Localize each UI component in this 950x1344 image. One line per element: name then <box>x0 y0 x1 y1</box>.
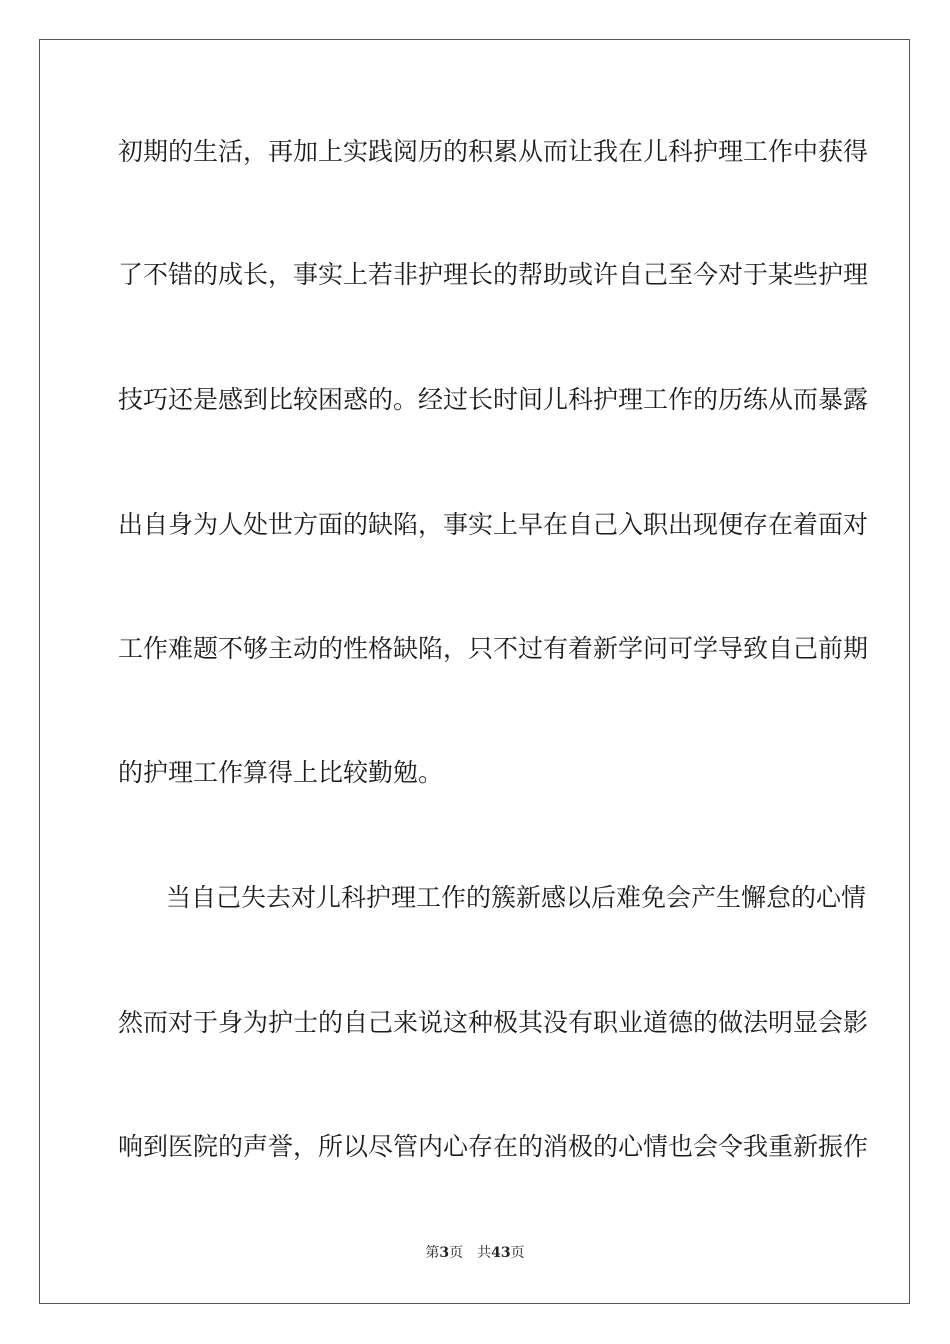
total-pages: 43 <box>491 1245 511 1261</box>
page-frame <box>39 39 910 1304</box>
body-line-6: 的护理工作算得上比较勤勉。 <box>118 758 444 787</box>
page-number: 3 <box>439 1245 450 1261</box>
body-line-5: 工作难题不够主动的性格缺陷，只不过有着新学问可学导致自己前期 <box>118 634 869 663</box>
page-prefix: 第 <box>425 1245 440 1261</box>
body-line-3: 技巧还是感到比较困惑的。经过长时间儿科护理工作的历练从而暴露 <box>118 385 869 414</box>
page-footer <box>0 1244 950 1262</box>
body-line-9: 响到医院的声誉，所以尽管内心存在的消极的心情也会令我重新振作 <box>118 1132 869 1161</box>
body-line-7-paragraph-start: 当自己失去对儿科护理工作的簇新感以后难免会产生懈怠的心情 <box>166 883 867 912</box>
body-line-1: 初期的生活，再加上实践阅历的积累从而让我在儿科护理工作中获得 <box>118 137 869 166</box>
body-line-2: 了不错的成长，事实上若非护理长的帮助或许自己至今对于某些护理 <box>118 260 869 289</box>
total-suffix: 页 <box>510 1245 525 1261</box>
page-suffix: 页 <box>449 1245 464 1261</box>
total-prefix: 共 <box>477 1245 492 1261</box>
body-line-4: 出自身为人处世方面的缺陷，事实上早在自己入职出现便存在着面对 <box>118 510 869 539</box>
body-line-8: 然而对于身为护士的自己来说这种极其没有职业道德的做法明显会影 <box>118 1008 869 1037</box>
